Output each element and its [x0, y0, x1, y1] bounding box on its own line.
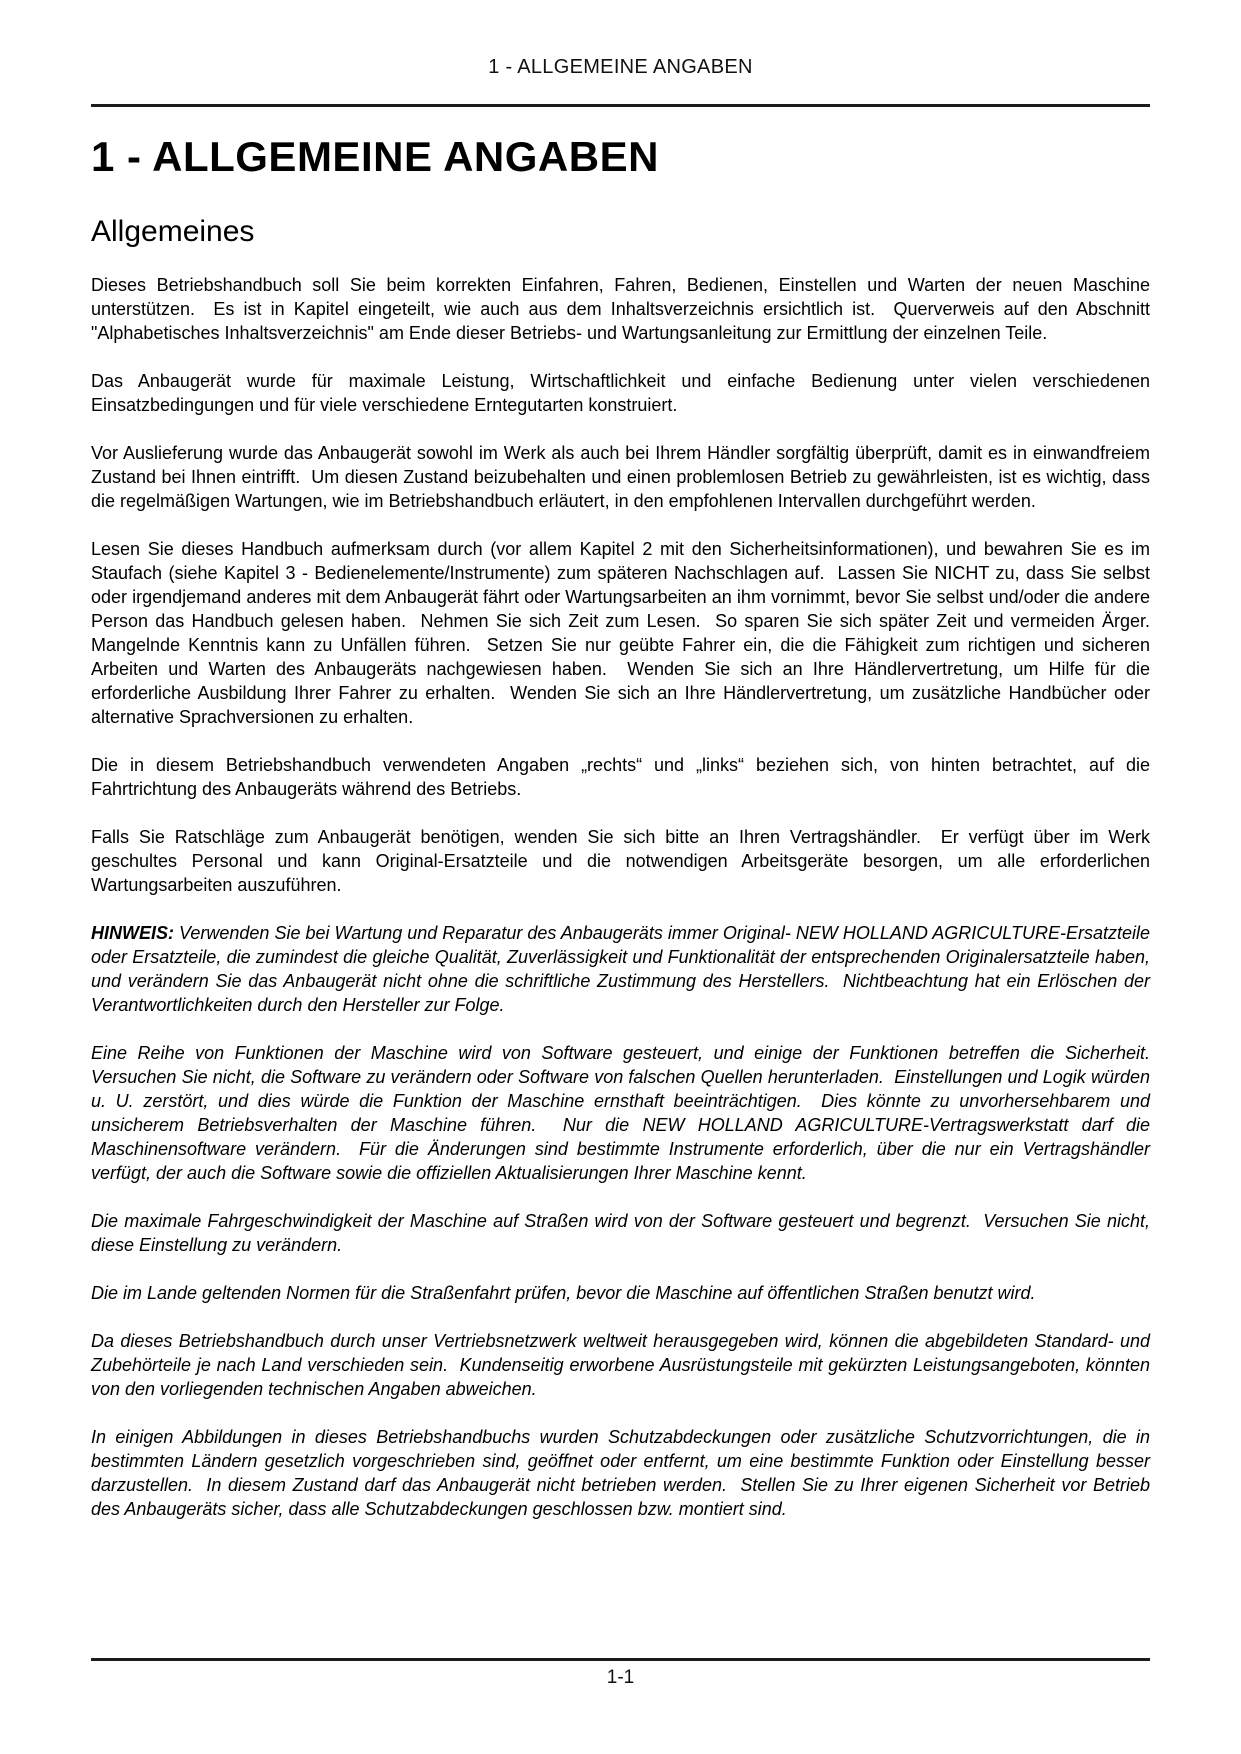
italic-paragraphs [91, 1041, 1161, 1521]
footer-rule [91, 1658, 1150, 1661]
section-title: Allgemeines [91, 215, 255, 248]
paragraph: Das Anbaugerät wurde für maximale Leistung, Wirtschaftlichkeit und einfache Bedienung unter vielen verschiedenen Einsatzbedingungen und für viele verschiedene Erntegutarten konstruiert. [91, 371, 1156, 415]
page-number: 1-1 [606, 1667, 635, 1688]
running-header: 1 - ALLGEMEINE ANGABEN [488, 56, 753, 78]
paragraph: Die im Lande geltenden Normen für die Straßenfahrt prüfen, bevor die Maschine auf öffentlichen Straßen benutzt wird. [91, 1283, 1036, 1303]
paragraph: Da dieses Betriebshandbuch durch unser Vertriebsnetzwerk weltweit herausgegeben wird, können die abgebildeten Standard- und Zubehörteile je nach Land verschieden sein. Kundenseitig erworbene Ausrüstungsteile mit gekürzten Leistungsangeboten, könnten von den vorliegenden technischen Angaben abweichen. [91, 1331, 1156, 1399]
paragraph: Lesen Sie dieses Handbuch aufmerksam durch (vor allem Kapitel 2 mit den Sicherheitsinformationen), und bewahren Sie es im Staufach (siehe Kapitel 3 - Bedienelemente/Instrumente) zum späteren Nachschlagen auf. Lassen Sie NICHT zu, dass Sie selbst oder irgendjemand anderes mit dem Anbaugerät fährt oder Wartungsarbeiten an ihm vornimmt, bevor Sie selbst und/oder die andere Person das Handbuch gelesen haben. Nehmen Sie sich Zeit zum Lesen. So sparen Sie sich später Zeit und vermeiden Ärger. Mangelnde Kenntnis kann zu Unfällen führen. Setzen Sie nur geübte Fahrer ein, die die Fähigkeit zum richtigen und sicheren Arbeiten und Warten des Anbaugeräts nachgewiesen haben. Wenden Sie sich an Ihre Händlervertretung, um Hilfe für die erforderliche Ausbildung Ihrer Fahrer zu erhalten. Wenden Sie sich an Ihre Händlervertretung, um zusätzliche Handbücher oder alternative Sprachversionen zu erhalten. [91, 539, 1161, 727]
note-label: HINWEIS: [91, 923, 174, 943]
paragraph: In einigen Abbildungen in dieses Betriebshandbuchs wurden Schutzabdeckungen oder zusätzliche Schutzvorrichtungen, die in bestimmten Ländern gesetzlich vorgeschrieben sind, geöffnet oder entfernt, um eine bestimmte Funktion oder Einstellung besser darzustellen. In diesem Zustand darf das Anbaugerät nicht betrieben werden. Stellen Sie zu Ihrer eigenen Sicherheit vor Betrieb des Anbaugeräts sicher, dass alle Schutzabdeckungen geschlossen bzw. montiert sind. [91, 1427, 1156, 1519]
header-rule [91, 104, 1150, 107]
regular-paragraphs [91, 273, 1161, 897]
note-text: Verwenden Sie bei Wartung und Reparatur des Anbaugeräts immer Original- NEW HOLLAND AGRICULTURE-Ersatzteile oder Ersatzteile, die zumindest die gleiche Qualität, Zuverlässigkeit und Funktionalität der entsprechenden Originalersatzteile haben, und verändern Sie das Anbaugerät nicht ohne die schriftliche Zustimmung des Herstellers. Nichtbeachtung hat ein Erlöschen der Verantwortlichkeiten durch den Hersteller zur Folge. [91, 923, 1156, 1015]
paragraph: Die in diesem Betriebshandbuch verwendeten Angaben „rechts“ und „links“ beziehen sich, von hinten betrachtet, auf die Fahrtrichtung des Anbaugeräts während des Betriebs. [91, 755, 1156, 799]
chapter-title: 1 - ALLGEMEINE ANGABEN [91, 133, 659, 180]
page-footer [91, 1658, 1150, 1689]
body-copy [91, 273, 1161, 1521]
paragraph: Eine Reihe von Funktionen der Maschine wird von Software gesteuert, und einige der Funktionen betreffen die Sicherheit. Versuchen Sie nicht, die Software zu verändern oder Software von falschen Quellen herunterladen. Einstellungen und Logik würden u. U. zerstört, und dies würde die Funktion der Maschine ernsthaft beeinträchtigen. Dies könnte zu unvorhersehbarem und unsicherem Betriebsverhalten der Maschine führen. Nur die NEW HOLLAND AGRICULTURE-Vertragswerkstatt darf die Maschinensoftware verändern. Für die Änderungen sind bestimmte Instrumente erforderlich, über die nur ein Vertragshändler verfügt, der auch die Software sowie die offiziellen Aktualisierungen Ihrer Maschine kennt. [91, 1043, 1161, 1183]
paragraph: Vor Auslieferung wurde das Anbaugerät sowohl im Werk als auch bei Ihrem Händler sorgfältig überprüft, damit es in einwandfreiem Zustand bei Ihnen eintrifft. Um diesen Zustand beizubehalten und einen problemlosen Betrieb zu gewährleisten, ist es wichtig, dass die regelmäßigen Wartungen, wie im Betriebshandbuch erläutert, in den empfohlenen Intervallen durchgeführt werden. [91, 443, 1156, 511]
note-paragraph [91, 921, 1156, 1017]
paragraph: Dieses Betriebshandbuch soll Sie beim korrekten Einfahren, Fahren, Bedienen, Einstellen und Warten der neuen Maschine unterstützen. Es ist in Kapitel eingeteilt, wie auch aus dem Inhaltsverzeichnis ersichtlich ist. Querverweis auf den Abschnitt "Alphabetisches Inhaltsverzeichnis" am Ende dieser Betriebs- und Wartungsanleitung zur Ermittlung der einzelnen Teile. [91, 275, 1156, 343]
paragraph: Die maximale Fahrgeschwindigkeit der Maschine auf Straßen wird von der Software gesteuert und begrenzt. Versuchen Sie nicht, diese Einstellung zu verändern. [91, 1211, 1156, 1255]
page-content [91, 0, 1161, 1521]
paragraph: Falls Sie Ratschläge zum Anbaugerät benötigen, wenden Sie sich bitte an Ihren Vertragshändler. Er verfügt über im Werk geschultes Personal und kann Original-Ersatzteile und die notwendigen Arbeitsgeräte besorgen, um alle erforderlichen Wartungsarbeiten auszuführen. [91, 827, 1156, 895]
